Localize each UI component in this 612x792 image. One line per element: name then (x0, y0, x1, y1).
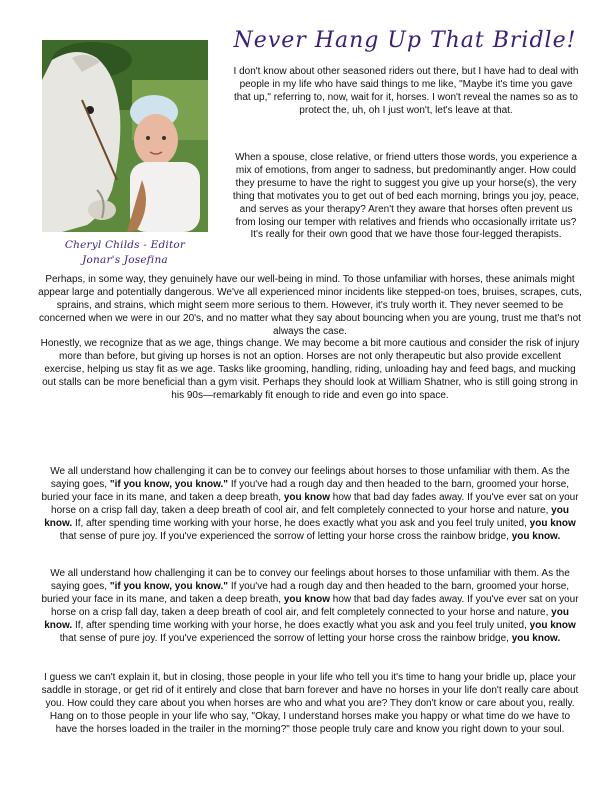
editor-with-horse-image (42, 40, 208, 232)
p6-bold-j: you know. (511, 632, 561, 644)
p6-bold-d: you know (283, 593, 330, 605)
p6-text-g: If, after spending time working with your horse, he does exactly what you ask and you feel truly united, (72, 619, 530, 631)
p6-text-i: that sense of pure joy. If you've experienced the sorrow of letting your horse cross the rainbow bridge, (59, 632, 512, 644)
p5-text-e: how that bad day fades away. If you've ever sat on your horse on a crisp fall day, taken a deep breath of cool air, and felt completely connected to your horse and nature, (51, 491, 579, 516)
p5-bold-h: you know (529, 517, 576, 529)
p5-text-c: If you've had a rough day and then headed to the barn, groomed your horse, buried your face in its mane, and taken a deep breath, (41, 478, 570, 503)
paragraph-closing: I guess we can't explain it, but in closing, those people in your life who tell you it's time to hang your bridle up, place your saddle in storage, or get rid of it entirely and close that barn forever and have no horses in your life don't really care about you. How could they care about you when horses are who and what you are? They don't know or care about you, really. Hang on to those people in your life who say, "Okay, I understand horses make you happy or what time do we have to have the horses loaded in the trailer in the morning?" those people truly care and know you right down to your soul. (41, 672, 579, 735)
paragraph-intro: I don't know about other seasoned riders out there, but I have had to deal with people in my life who have said things to me like, "Maybe it's time you gave that up," referring to, now, wait for it, horses. I won't reveal the names so as to protect the, uh, oh I just won't, let's leave at that. (233, 66, 579, 116)
p6-bold-b: "if you know, you know." (109, 580, 229, 592)
p6-text-a: We all understand how challenging it can be to convey our feelings about horses to those unfamiliar with them. As the saying goes, (50, 568, 570, 592)
p5-bold-f: you know. (44, 504, 569, 529)
p6-bold-h: you know (529, 619, 576, 631)
p5-text-a: We all understand how challenging it can be to convey our feelings about horses to those unfamiliar with them. As the saying goes, (50, 466, 570, 490)
paragraph-2: When a spouse, close relative, or friend utters those words, you experience a mix of emotions, from anger to sadness, but predominantly anger. How could they presume to have the right to suggest you give up your horse(s), the very thing that motivates you to get out of bed each morning, brings you joy, peace, and serves as your therapy? Aren't they aware that horses often prevent us from losing our temper with relatives and friends who occasionally irritate us? It's really for their own good that we have those four-legged therapists. (232, 152, 580, 241)
caption-line-1: Cheryl Childs - Editor (64, 239, 186, 251)
p5-text-g: If, after spending time working with your horse, he does exactly what you ask and you feel truly united, (72, 517, 530, 529)
photo-caption (42, 238, 208, 268)
p6-text-e: how that bad day fades away. If you've ever sat on your horse on a crisp fall day, taken a deep breath of cool air, and felt completely connected to your horse and nature, (51, 593, 579, 618)
paragraph-4: Honestly, we recognize that as we age, things change. We may become a bit more cautious and consider the risk of injury more than before, but giving up horses is not an option. Horses are not only therapeutic but also provide excellent exercise, helping us stay fit as we age. Tasks like grooming, handling, riding, unloading hay and feed bags, and mucking out stalls can be more beneficial than a gym visit. Perhaps they should look at William Shatner, who is still going strong in his 90s—remarkably fit enough to ride and even go into space. (40, 338, 580, 401)
paragraph-3: Perhaps, in some way, they genuinely have our well-being in mind. To those unfamiliar with horses, these animals might appear large and potentially dangerous. We've all experienced minor incidents like stepped-on toes, bruises, scrapes, cuts, sprains, and strains, which might seem more serious to them. However, it's truly worth it. They never seemed to be concerned when we were in our 20's, and no matter what they say about bouncing when you are young, trust me that's not always the case. (38, 274, 582, 337)
p6-text-c: If you've had a rough day and then headed to the barn, groomed your horse, buried your face in its mane, and taken a deep breath, (41, 580, 570, 605)
p5-bold-d: you know (283, 491, 330, 503)
paragraph-6 (38, 568, 582, 645)
p5-text-i: that sense of pure joy. If you've experienced the sorrow of letting your horse cross the rainbow bridge, (59, 530, 512, 542)
article-title: Never Hang Up That Bridle! (233, 28, 577, 53)
p5-bold-b: "if you know, you know." (109, 478, 229, 490)
caption-line-2: Jonar's Josefina (82, 254, 168, 266)
paragraph-5 (38, 466, 582, 543)
p6-bold-f: you know. (44, 606, 569, 631)
editor-photo (42, 40, 208, 232)
p5-bold-j: you know. (511, 530, 561, 542)
